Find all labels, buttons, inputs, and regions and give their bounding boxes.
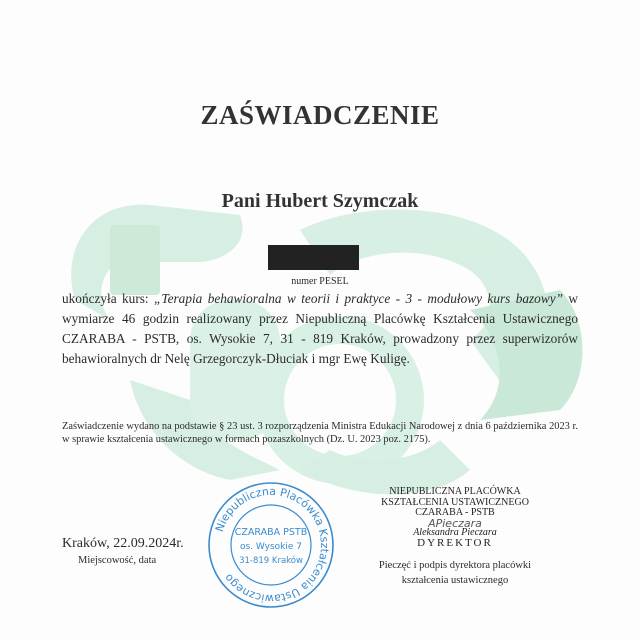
institution-stamp xyxy=(206,480,336,610)
director-stamp-line1: NIEPUBLICZNA PLACÓWKA xyxy=(389,486,521,497)
director-caption-line1: Pieczęć i podpis dyrektora placówki xyxy=(378,560,532,571)
course-paragraph xyxy=(62,289,578,369)
document-title: ZAŚWIADCZENIE xyxy=(200,100,440,130)
pesel-label: numer PESEL xyxy=(291,276,349,287)
course-name: „Terapia behawioralna w teorii i praktyce - 3 - modułowy kurs bazowy” xyxy=(154,291,563,306)
director-role: DYREKTOR xyxy=(417,537,493,549)
director-name: Aleksandra Pieczara xyxy=(413,526,497,538)
director-signature: APieczara xyxy=(428,516,482,530)
director-stamp-line3: CZARABA - PSTB xyxy=(415,507,495,518)
director-stamp xyxy=(360,487,550,549)
course-details: w wymiarze 46 godzin realizowany przez Niepubliczną Placówkę Kształcenia Ustawicznego CZARABA - PSTB, os. Wysokie 7, 31 - 819 Kraków, prowadzony przez superwizorów behawioralnych dr Nelę Grzegorczyk-Dłuciak i mgr Ewę Kuligę. xyxy=(62,291,578,366)
stamp-line1: CZARABA PSTB xyxy=(234,527,308,538)
redacted-pesel xyxy=(268,245,359,270)
stamp-line3: 31-819 Kraków xyxy=(239,556,303,566)
stamp-ring-text: Niepubliczna Placówka Kształcenia Ustawicznego xyxy=(212,484,332,606)
issue-date: Kraków, 22.09.2024r. xyxy=(62,536,184,551)
director-caption-line2: kształcenia ustawicznego xyxy=(401,575,509,586)
director-stamp-line2: KSZTAŁCENIA USTAWICZNEGO xyxy=(381,496,529,508)
course-intro: ukończyła kurs: xyxy=(62,291,155,306)
legal-basis: Zaświadczenie wydano na podstawie § 23 ust. 3 rozporządzenia Ministra Edukacji Narodowej z dnia 6 października 2023 r. w sprawie kształcenia ustawicznego w formach pozaszkolnych (Dz. U. 2023 poz. 2175). xyxy=(62,421,578,445)
recipient-name: Pani Hubert Szymczak xyxy=(221,190,419,212)
director-caption xyxy=(360,558,550,588)
date-caption: Miejscowość, data xyxy=(78,555,157,566)
stamp-line2: os. Wysokie 7 xyxy=(239,542,303,552)
